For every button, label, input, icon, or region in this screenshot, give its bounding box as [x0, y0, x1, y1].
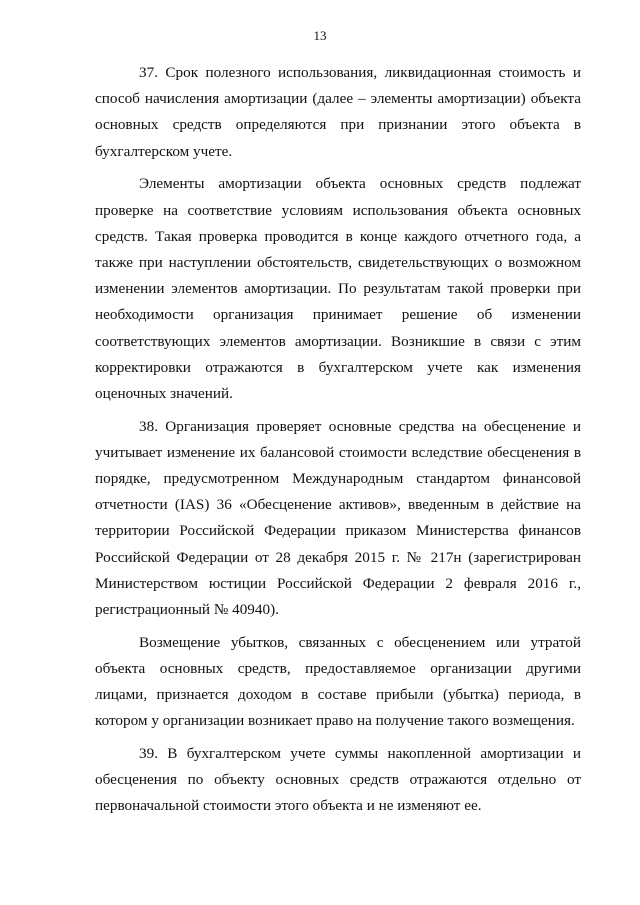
paragraph-38: 38. Организация проверяет основные средства на обесценение и учитывает изменение их балансовой стоимости вследствие обесценения в порядке, предусмотренном Международным стандартом финансовой отчетности (IAS) 36 «Обесценение активов», введенным в действие на территории Российской Федерации приказом Министерства финансов Российской Федерации от 28 декабря 2015 г. № 217н (зарегистрирован Министерством юстиции Российской Федерации 2 февраля 2016 г., регистрационный № 40940).	[95, 417, 581, 619]
paragraph-37: 37. Срок полезного использования, ликвидационная стоимость и способ начисления амортизации (далее – элементы амортизации) объекта основных средств определяются при признании этого объекта в бухгалтерском учете.	[95, 64, 581, 160]
page-number: 13	[313, 28, 327, 43]
paragraph-39: 39. В бухгалтерском учете суммы накопленной амортизации и обесценения по объекту основных средств отражаются отдельно от первоначальной стоимости этого объекта и не изменяют ее.	[95, 745, 581, 815]
paragraph-amortization-check: Элементы амортизации объекта основных средств подлежат проверке на соответствие условиям использования объекта основных средств. Такая проверка проводится в конце каждого отчетного года, а также при наступлении обстоятельств, свидетельствующих о возможном изменении элементов амортизации. По результатам такой проверки при необходимости организация принимает решение об изменении соответствующих элементов амортизации. Возникшие в связи с этим корректировки отражаются в бухгалтерском учете как изменения оценочных значений.	[95, 175, 581, 402]
paragraph-loss-compensation: Возмещение убытков, связанных с обесценением или утратой объекта основных средств, предоставляемое организации другими лицами, признается доходом в составе прибыли (убытка) периода, в котором у организации возникает право на получение такого возмещения.	[95, 633, 581, 730]
document-body	[95, 60, 581, 826]
